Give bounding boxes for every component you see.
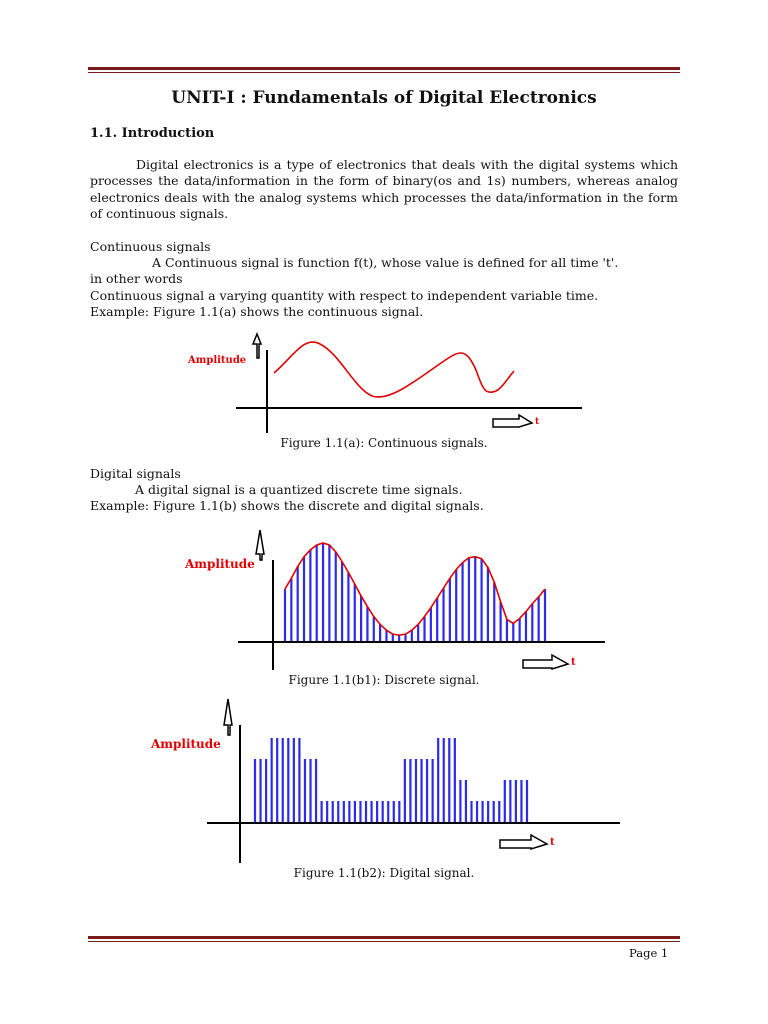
digital-heading: Digital signals	[90, 466, 181, 481]
continuous-heading: Continuous signals	[90, 239, 211, 254]
digital-definition: A digital signal is a quantized discrete time signals.	[135, 482, 463, 497]
figure-a-caption: Figure 1.1(a): Continuous signals.	[280, 436, 488, 450]
figure-b1-caption: Figure 1.1(b1): Discrete signal.	[288, 673, 480, 687]
continuous-example: Example: Figure 1.1(a) shows the continuous signal.	[90, 304, 424, 319]
fig-b1-amplitude-label: Amplitude	[185, 557, 255, 571]
fig-a-continuous-curve	[274, 342, 514, 397]
fig-b2-t-label: t	[550, 837, 555, 848]
fig-b2-amplitude-label: Amplitude	[151, 737, 221, 751]
intro-paragraph: Digital electronics is a type of electronics that deals with the digital systems which processes the data/information in the form of binary(os and 1s) numbers, whereas analog electronics deals with the analog systems which processes the data/information in the form of continuous signals.	[90, 157, 678, 221]
fig-a-t-arrow-icon	[493, 415, 532, 427]
fig-b1-t-arrow-icon	[523, 655, 568, 669]
fig-b2-t-arrow-icon	[500, 835, 547, 849]
fig-a-amplitude-label: Amplitude	[188, 355, 247, 366]
fig-b2-y-arrow-icon	[224, 699, 232, 735]
fig-b1-y-arrow-icon	[256, 530, 264, 560]
figure-digital-signal	[150, 695, 625, 867]
fig-a-t-label: t	[535, 417, 540, 427]
page-number: Page 1	[629, 946, 669, 960]
fig-a-y-arrow-icon	[253, 334, 261, 358]
continuous-definition: A Continuous signal is function f(t), whose value is defined for all time 't'.	[152, 255, 619, 270]
fig-b1-t-label: t	[571, 657, 576, 668]
section-heading: 1.1. Introduction	[90, 126, 215, 141]
figure-b2-caption: Figure 1.1(b2): Digital signal.	[293, 866, 475, 880]
page-title: UNIT-I : Fundamentals of Digital Electronics	[171, 88, 597, 108]
fig-b2-level-bars	[255, 738, 527, 822]
header-rule	[88, 67, 680, 73]
figure-discrete-signal	[180, 520, 610, 672]
figure-continuous-signal	[180, 330, 590, 435]
in-other-words: in other words	[90, 271, 183, 286]
footer-rule	[88, 936, 680, 942]
continuous-explanation: Continuous signal a varying quantity with respect to independent variable time.	[90, 288, 599, 303]
digital-example: Example: Figure 1.1(b) shows the discrete and digital signals.	[90, 498, 484, 513]
